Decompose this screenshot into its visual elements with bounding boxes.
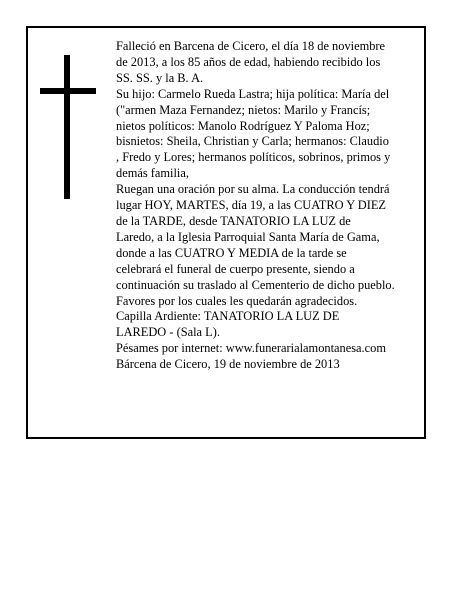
obituary-notice — [26, 26, 426, 439]
notice-line: Pésames por internet: www.funerarialamontanesa.com — [116, 341, 386, 356]
cross-horizontal-bar — [40, 88, 96, 94]
notice-line: , Fredo y Lores; hermanos políticos, sobrinos, primos y — [116, 150, 391, 165]
notice-line: Favores por los cuales les quedarán agradecidos. — [116, 293, 358, 308]
notice-line: Capilla Ardiente: TANATORIO LA LUZ DE — [116, 309, 340, 324]
notice-line: donde a las CUATRO Y MEDIA de la tarde se — [116, 245, 347, 260]
notice-line: continuación su traslado al Cementerio de dicho pueblo. — [116, 277, 395, 292]
notice-line: de 2013, a los 85 años de edad, habiendo recibido los — [116, 54, 381, 69]
notice-line: Su hijo: Carmelo Rueda Lastra; hija política: María del — [116, 86, 390, 101]
notice-line: LAREDO - (Sala L). — [116, 325, 220, 340]
cross-icon — [40, 55, 96, 199]
notice-line: celebrará el funeral de cuerpo presente, siendo a — [116, 261, 355, 276]
notice-line: Laredo, a la Iglesia Parroquial Santa María de Gama, — [116, 229, 380, 244]
notice-line: lugar HOY, MARTES, día 19, a las CUATRO Y DIEZ — [116, 198, 386, 213]
notice-line: nietos políticos: Manolo Rodríguez Y Paloma Hoz; — [116, 118, 370, 133]
notice-text — [116, 39, 416, 373]
notice-line: de la TARDE, desde TANATORIO LA LUZ de — [116, 213, 351, 228]
notice-line: Bárcena de Cicero, 19 de noviembre de 2013 — [116, 357, 340, 372]
notice-line: Ruegan una oración por su alma. La conducción tendrá — [116, 182, 390, 197]
notice-line: demás familia, — [116, 166, 189, 181]
notice-line: bisnietos: Sheila, Christian y Carla; hermanos: Claudio — [116, 134, 389, 149]
notice-line: Falleció en Barcena de Cicero, el día 18 de noviembre — [116, 39, 386, 53]
notice-line: SS. SS. y la B. A. — [116, 70, 204, 85]
notice-line: ("armen Maza Fernandez; nietos: Marilo y Francís; — [116, 102, 371, 117]
cross-vertical-bar — [64, 55, 70, 199]
